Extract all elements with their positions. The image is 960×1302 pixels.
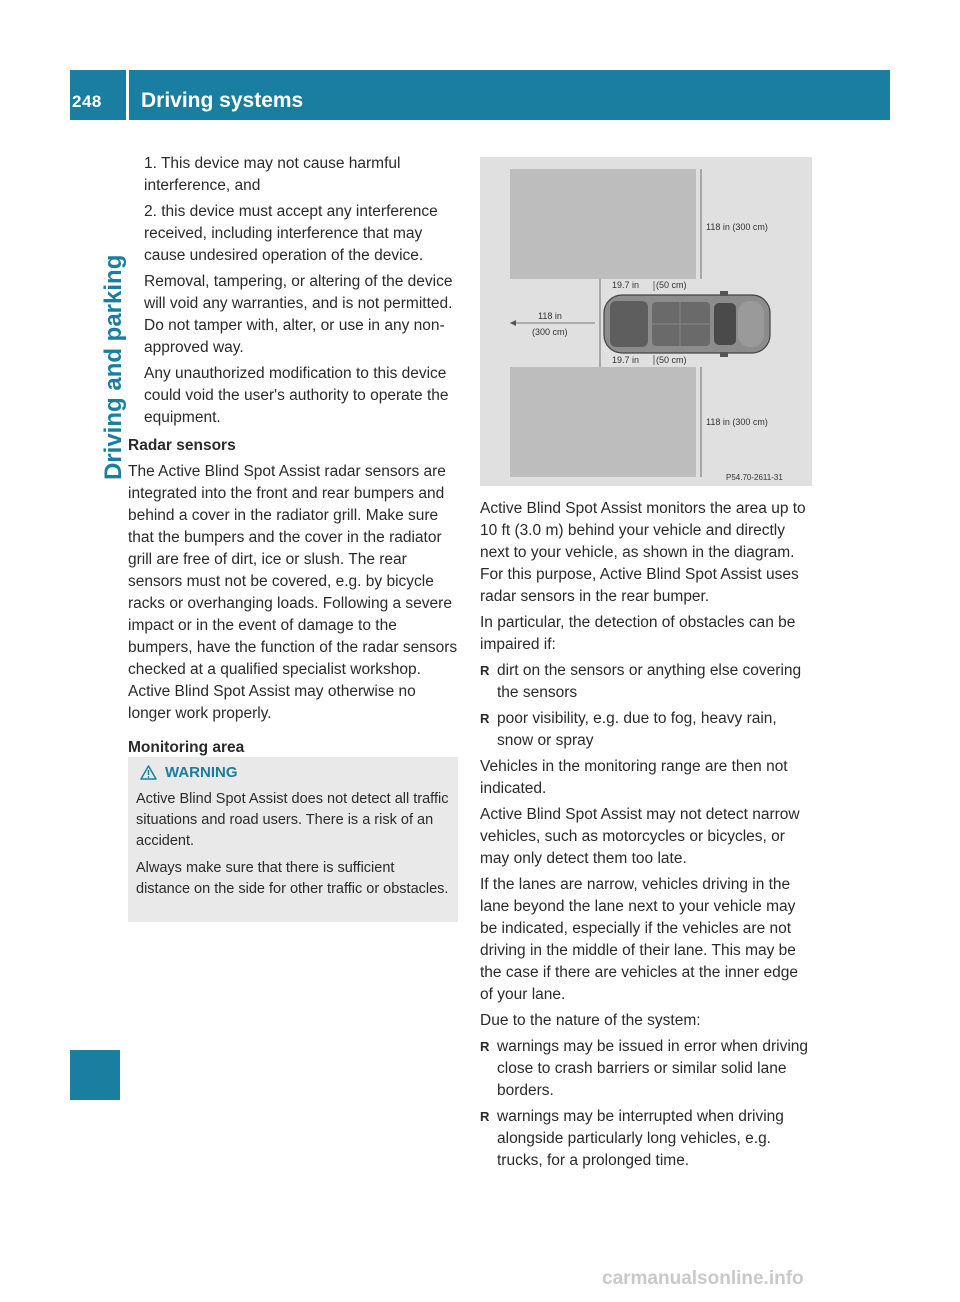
warning-text-2: Always make sure that there is sufficient distance on the side for other traffic or obstacles. (136, 860, 449, 897)
bullet-mark: R (480, 663, 490, 678)
page-number: 248 (72, 92, 102, 111)
upper-gap-cm-label: (50 cm) (656, 280, 687, 290)
warning-header (140, 762, 238, 783)
left-column (128, 153, 460, 763)
side-chapter-label: Driving and parking (100, 254, 127, 480)
vehicle-top-view (604, 291, 770, 357)
lower-gap-cm-label: (50 cm) (656, 355, 687, 365)
bullet-mark: R (480, 711, 490, 726)
warning-body (136, 789, 450, 906)
detection-impaired-intro: In particular, the detection of obstacles can be impaired if: (480, 614, 796, 653)
not-indicated-note: Vehicles in the monitoring range are then not indicated. (480, 758, 788, 797)
modification-note: Any unauthorized modification to this device could void the user's authority to operate the equipment. (144, 365, 449, 426)
bottom-dimension-label: 118 in (300 cm) (706, 417, 768, 427)
monitoring-description: Active Blind Spot Assist monitors the area up to 10 ft (3.0 m) behind your vehicle and directly next to your vehicle, as shown in the diagram. For this purpose, Active Blind Spot Assist uses radar sensors in the rear bumper. (480, 500, 806, 605)
right-column (480, 498, 813, 1176)
narrow-vehicles-note: Active Blind Spot Assist may not detect narrow vehicles, such as motorcycles or bicycles, or may only detect them too late. (480, 806, 800, 867)
watermark[interactable]: carmanualsonline.info (602, 1268, 804, 1289)
condition-1: 1. This device may not cause harmful interference, and (144, 155, 401, 194)
header-divider (126, 70, 129, 120)
narrow-lanes-note: If the lanes are narrow, vehicles driving in the lane beyond the lane next to your vehicle may be indicated, especially if the vehicles are not driving in the middle of their lane. This may be the case if there are vehicles at the inner edge of your lane. (480, 876, 798, 1003)
list-item (480, 1106, 813, 1172)
warning-box (128, 757, 458, 922)
removal-note: Removal, tampering, or altering of the device will void any warranties, and is not permitted. Do not tamper with, alter, or use in any non-approved way. (144, 273, 453, 356)
warning-title: WARNING (165, 764, 238, 781)
warning-triangle-icon (140, 765, 157, 780)
bullet-mark: R (480, 1039, 490, 1054)
system-nature-intro: Due to the nature of the system: (480, 1012, 701, 1029)
bullet-text: poor visibility, e.g. due to fog, heavy rain, snow or spray (497, 710, 777, 749)
radar-sensors-text: The Active Blind Spot Assist radar sensors are integrated into the front and rear bumpers and behind a cover in the radiator grill. Make sure that the bumpers and the cover in the radiator grill are free of dirt, ice or slush. The rear sensors must not be covered, e.g. by bicycle racks or overhanging loads. Following a severe impact or in the event of damage to the bumpers, have the function of the radar sensors checked at a qualified specialist workshop. Active Blind Spot Assist may otherwise no longer work properly. (128, 463, 458, 722)
bullet-text: warnings may be issued in error when driving close to crash barriers or similar solid lane borders. (497, 1038, 809, 1099)
rear-dimension-cm-label: (300 cm) (532, 327, 568, 337)
monitoring-area-heading: Monitoring area (128, 739, 245, 756)
diagram-reference-code: P54.70-2611-31 (726, 473, 783, 482)
list-item (480, 708, 813, 752)
side-tab-marker (70, 1050, 120, 1100)
bullet-text: warnings may be interrupted when driving alongside particularly long vehicles, e.g. trucks, for a prolonged time. (497, 1108, 784, 1169)
condition-2: 2. this device must accept any interference received, including interference that may cause undesired operation of the device. (144, 203, 438, 264)
bullet-text: dirt on the sensors or anything else covering the sensors (497, 662, 802, 701)
rear-dimension-label: 118 in (538, 311, 562, 321)
section-title: Driving systems (141, 89, 304, 112)
list-item (480, 1036, 813, 1102)
lower-monitoring-zone (510, 367, 696, 477)
upper-monitoring-zone (510, 169, 696, 279)
lower-gap-label: 19.7 in (612, 355, 640, 365)
list-item (480, 660, 813, 704)
warning-text-1: Active Blind Spot Assist does not detect all traffic situations and road users. There is a risk of an accident. (136, 791, 449, 849)
upper-gap-label: 19.7 in (612, 280, 640, 290)
top-dimension-label: 118 in (300 cm) (706, 222, 768, 232)
bullet-mark: R (480, 1109, 490, 1124)
radar-sensors-heading: Radar sensors (128, 437, 236, 454)
monitoring-area-diagram (480, 157, 812, 486)
